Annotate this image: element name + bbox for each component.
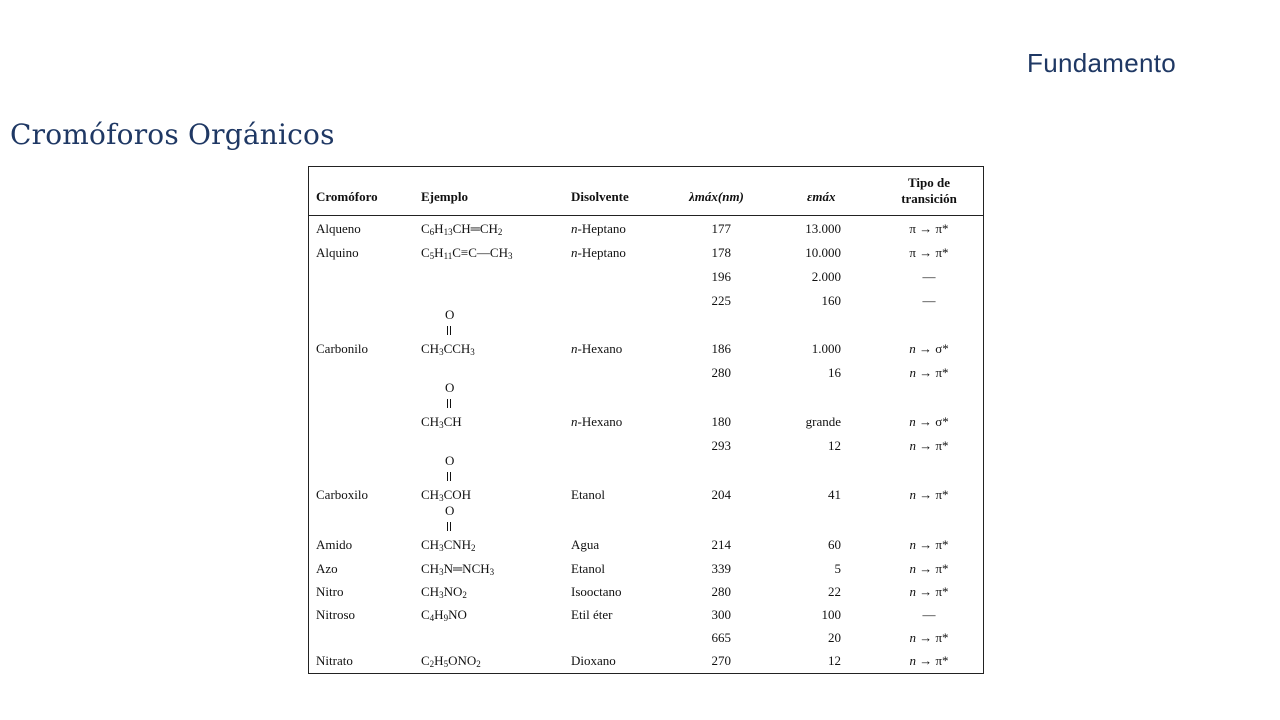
cell-epsilon-max: 20: [828, 630, 841, 645]
cell-tipo-transicion: π → π*: [909, 221, 949, 236]
cell-lambda-max: 196: [711, 269, 731, 284]
table-row: [309, 630, 983, 650]
carbonyl-oxygen-label: O: [445, 380, 455, 395]
cell-lambda-max: 280: [711, 584, 731, 599]
cell-disolvente: n-Hexano: [571, 341, 623, 356]
cell-epsilon-max: 22: [828, 584, 841, 599]
table-row: [309, 561, 983, 581]
cell-tipo-transicion: n → π*: [909, 487, 949, 502]
cell-epsilon-max: 13.000: [805, 221, 841, 236]
cell-epsilon-max: 12: [828, 438, 841, 453]
cell-epsilon-max: 5: [834, 561, 841, 576]
cell-epsilon-max: 160: [821, 293, 841, 308]
cell-tipo-transicion: π → π*: [909, 245, 949, 260]
cell-lambda-max: 270: [711, 653, 731, 668]
cell-lambda-max: 665: [711, 630, 731, 645]
cell-ejemplo: $C_6H_{13}CH═CH_2$: [421, 221, 503, 237]
cell-tipo-transicion: n → π*: [909, 365, 949, 380]
table-row: [309, 307, 983, 361]
double-bond-icon: [447, 326, 451, 335]
cell-ejemplo: $CH_3N═NCH_3$: [421, 561, 495, 577]
col-header-tipo-line2: transición: [901, 191, 957, 206]
col-header-lambda: λmáx(nm): [689, 189, 744, 204]
cell-ejemplo: $C_4H_9NO$: [421, 607, 467, 623]
col-header-epsilon: εmáx: [807, 189, 836, 204]
cell-cromoforo: Carbonilo: [316, 341, 368, 356]
col-header-cromoforo: Cromóforo: [316, 189, 378, 204]
cell-tipo-transicion: n → σ*: [909, 341, 949, 356]
carbonyl-oxygen-label: O: [445, 503, 455, 518]
cell-lambda-max: 214: [711, 537, 731, 552]
cell-cromoforo: Nitro: [316, 584, 344, 599]
table-row: [309, 293, 983, 313]
cell-lambda-max: 225: [711, 293, 731, 308]
cell-epsilon-max: 41: [828, 487, 841, 502]
slide-title: Cromóforos Orgánicos: [10, 118, 335, 151]
section-header: Fundamento: [1027, 48, 1176, 78]
cell-disolvente: n-Heptano: [571, 245, 626, 260]
cell-ejemplo: $CH_3COH$: [421, 487, 472, 503]
cell-cromoforo: Amido: [316, 537, 353, 552]
cell-epsilon-max: 12: [828, 653, 841, 668]
cell-cromoforo: Carboxilo: [316, 487, 368, 502]
cell-epsilon-max: 60: [828, 537, 841, 552]
cell-tipo-transicion: n → σ*: [909, 414, 949, 429]
table-row: [309, 584, 983, 604]
cell-tipo-transicion: n → π*: [909, 561, 949, 576]
cell-cromoforo: Alqueno: [316, 221, 361, 236]
double-bond-icon: [447, 399, 451, 408]
table-row: [309, 269, 983, 289]
cell-disolvente: n-Heptano: [571, 221, 626, 236]
cell-epsilon-max: 2.000: [811, 269, 841, 284]
cell-ejemplo: $CH_3CH$: [421, 414, 462, 430]
cell-cromoforo: Nitrato: [316, 653, 353, 668]
cell-tipo-transicion: —: [922, 269, 936, 284]
double-bond-icon: [447, 472, 451, 481]
cell-tipo-transicion: n → π*: [909, 537, 949, 552]
cell-epsilon-max: 10.000: [805, 245, 841, 260]
table-row: [309, 503, 983, 557]
cell-tipo-transicion: —: [922, 607, 936, 622]
cell-tipo-transicion: n → π*: [909, 584, 949, 599]
cell-lambda-max: 339: [711, 561, 731, 576]
cell-disolvente: Etanol: [571, 487, 605, 502]
table-row: [309, 607, 983, 627]
cell-lambda-max: 177: [711, 221, 731, 236]
cell-epsilon-max: 1.000: [811, 341, 841, 356]
cell-epsilon-max: 16: [828, 365, 841, 380]
cell-lambda-max: 204: [711, 487, 731, 502]
cell-tipo-transicion: n → π*: [909, 438, 949, 453]
cell-disolvente: Etil éter: [571, 607, 613, 622]
table-row: [309, 453, 983, 507]
col-header-ejemplo: Ejemplo: [421, 189, 468, 204]
chromophore-table: [308, 166, 984, 674]
cell-lambda-max: 186: [711, 341, 731, 356]
carbonyl-oxygen-label: O: [445, 453, 455, 468]
cell-lambda-max: 178: [711, 245, 731, 260]
table-row: [309, 380, 983, 434]
cell-disolvente: Etanol: [571, 561, 605, 576]
cell-cromoforo: Nitroso: [316, 607, 355, 622]
cell-lambda-max: 300: [711, 607, 731, 622]
cell-ejemplo: $C_5H_{11}C\equiv C—CH_3$: [421, 245, 513, 261]
cell-ejemplo: $CH_3CNH_2$: [421, 537, 476, 553]
cell-lambda-max: 180: [711, 414, 731, 429]
col-header-tipo-line1: Tipo de: [907, 175, 951, 190]
cell-disolvente: Dioxano: [571, 653, 616, 668]
table-row: [309, 653, 983, 673]
cell-epsilon-max: grande: [805, 414, 841, 429]
cell-tipo-transicion: n → π*: [909, 653, 949, 668]
table-row: [309, 438, 983, 458]
cell-cromoforo: Alquino: [316, 245, 359, 260]
cell-lambda-max: 280: [711, 365, 731, 380]
cell-disolvente: Isooctano: [571, 584, 622, 599]
cell-disolvente: n-Hexano: [571, 414, 623, 429]
cell-ejemplo: $C_2H_5ONO_2$: [421, 653, 481, 669]
double-bond-icon: [447, 522, 451, 531]
cell-tipo-transicion: —: [922, 293, 936, 308]
carbonyl-oxygen-label: O: [445, 307, 455, 322]
cell-ejemplo: $CH_3NO_2$: [421, 584, 467, 600]
table-row: [309, 245, 983, 265]
col-header-disolvente: Disolvente: [571, 189, 629, 204]
cell-epsilon-max: 100: [821, 607, 841, 622]
cell-cromoforo: Azo: [316, 561, 338, 576]
table-row: [309, 365, 983, 385]
cell-lambda-max: 293: [711, 438, 731, 453]
table-row: [309, 221, 983, 241]
table-header: [309, 167, 983, 216]
cell-tipo-transicion: n → π*: [909, 630, 949, 645]
cell-disolvente: Agua: [571, 537, 600, 552]
cell-ejemplo: $CH_3CCH_3$: [421, 341, 475, 357]
